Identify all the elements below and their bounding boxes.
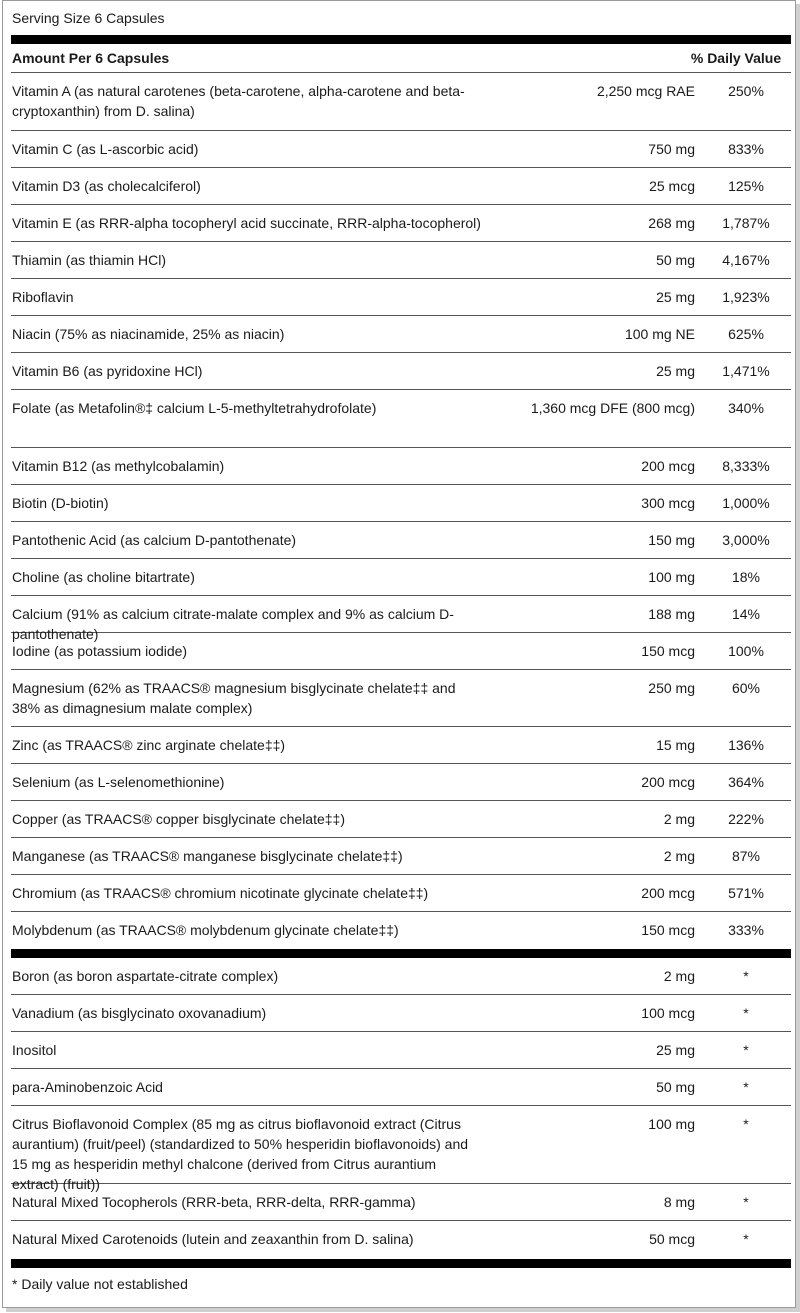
nutrient-daily-value: 340% <box>728 400 764 416</box>
nutrient-daily-value: 1,471% <box>722 363 770 379</box>
nutrient-daily-value: * <box>743 968 749 984</box>
table-row <box>11 168 791 205</box>
nutrient-name: Vitamin E (as RRR-alpha tocopheryl acid succinate, RRR-alpha-tocopherol) <box>12 215 481 231</box>
nutrient-amount: 268 mg <box>648 215 695 231</box>
nutrient-daily-value: 1,787% <box>722 215 770 231</box>
nutrient-name: Niacin (75% as niacinamide, 25% as niacin) <box>12 326 285 342</box>
nutrient-amount: 25 mg <box>656 1042 695 1058</box>
nutrient-name: Vitamin B12 (as methylcobalamin) <box>12 458 225 474</box>
table-row <box>11 73 791 131</box>
nutrient-name: Copper (as TRAACS® copper bisglycinate chelate‡‡) <box>12 811 345 827</box>
table-row <box>11 995 791 1032</box>
nutrient-amount: 200 mcg <box>641 885 695 901</box>
nutrient-amount: 50 mg <box>656 1079 695 1095</box>
footnote: * Daily value not established <box>12 1276 188 1292</box>
table-row <box>11 875 791 912</box>
table-row <box>11 390 791 448</box>
nutrient-daily-value: * <box>743 1116 749 1132</box>
table-row <box>11 1106 791 1192</box>
nutrient-name: Natural Mixed Carotenoids (lutein and zeaxanthin from D. salina) <box>12 1231 414 1247</box>
nutrient-name: Vanadium (as bisglycinato oxovanadium) <box>12 1005 267 1021</box>
nutrient-name: para-Aminobenzoic Acid <box>12 1079 163 1095</box>
nutrient-daily-value: * <box>743 1079 749 1095</box>
nutrient-daily-value: 222% <box>728 811 764 827</box>
nutrient-daily-value: 3,000% <box>722 532 770 548</box>
nutrient-name: Selenium (as L-selenomethionine) <box>12 774 225 790</box>
nutrient-group-vitamins-minerals <box>11 73 791 949</box>
nutrient-daily-value: 1,000% <box>722 495 770 511</box>
thick-divider <box>11 35 791 44</box>
nutrient-name: Biotin (D-biotin) <box>12 495 109 511</box>
thick-divider <box>11 1259 791 1268</box>
nutrient-amount: 2,250 mcg RAE <box>596 83 695 99</box>
nutrient-amount: 2 mg <box>663 848 695 864</box>
nutrient-name: Citrus Bioflavonoid Complex (85 mg as citrus bioflavonoid extract (Citrus aurantium) (fruit/peel) (standardized to 50% hesperidin bioflavonoids) and 15 mg as hesperidin methyl chalcone (derived from Citrus aurantium extract) (fruit)) <box>12 1116 469 1192</box>
nutrient-amount: 200 mcg <box>641 458 695 474</box>
nutrient-name: Manganese (as TRAACS® manganese bisglycinate chelate‡‡) <box>12 848 403 864</box>
table-row <box>11 1069 791 1106</box>
table-row <box>11 670 791 727</box>
nutrient-amount: 100 mcg <box>641 1005 695 1021</box>
thick-divider <box>11 949 791 958</box>
nutrient-daily-value: 833% <box>728 141 764 157</box>
nutrient-amount: 15 mg <box>656 737 695 753</box>
facts-table <box>11 1 791 1294</box>
nutrient-daily-value: 8,333% <box>722 458 770 474</box>
table-row <box>11 448 791 485</box>
nutrient-amount: 50 mcg <box>649 1231 695 1247</box>
table-row <box>11 559 791 596</box>
nutrient-name: Inositol <box>12 1042 57 1058</box>
nutrient-name: Vitamin C (as L-ascorbic acid) <box>12 141 199 157</box>
nutrient-amount: 150 mcg <box>641 922 695 938</box>
table-row <box>11 242 791 279</box>
table-row <box>11 522 791 559</box>
nutrient-amount: 2 mg <box>663 968 695 984</box>
table-row <box>11 764 791 801</box>
nutrient-name: Natural Mixed Tocopherols (RRR-beta, RRR-delta, RRR-gamma) <box>12 1194 416 1210</box>
nutrient-daily-value: 625% <box>728 326 764 342</box>
table-row <box>11 279 791 316</box>
nutrient-name: Molybdenum (as TRAACS® molybdenum glycinate chelate‡‡) <box>12 922 399 938</box>
nutrient-amount: 8 mg <box>663 1194 695 1210</box>
nutrient-amount: 150 mcg <box>641 643 695 659</box>
nutrient-amount: 750 mg <box>648 141 695 157</box>
table-row <box>11 205 791 242</box>
nutrient-amount: 150 mg <box>648 532 695 548</box>
nutrient-amount: 25 mg <box>656 289 695 305</box>
table-row <box>11 131 791 168</box>
nutrient-daily-value: 1,923% <box>722 289 770 305</box>
nutrient-name: Vitamin B6 (as pyridoxine HCl) <box>12 363 203 379</box>
nutrient-amount: 100 mg <box>648 1116 695 1132</box>
serving-size: Serving Size 6 Capsules <box>12 10 165 26</box>
nutrient-daily-value: 60% <box>731 680 761 696</box>
nutrient-daily-value: 100% <box>728 643 764 659</box>
table-row <box>11 316 791 353</box>
nutrient-daily-value: 250% <box>728 83 764 99</box>
nutrient-daily-value: * <box>743 1194 749 1210</box>
nutrient-name: Magnesium (62% as TRAACS® magnesium bisglycinate chelate‡‡ and 38% as dimagnesium malate complex) <box>12 680 456 716</box>
table-row <box>11 1032 791 1069</box>
nutrient-daily-value: 14% <box>731 606 761 622</box>
nutrient-amount: 2 mg <box>663 811 695 827</box>
table-header <box>11 44 791 73</box>
nutrient-name: Pantothenic Acid (as calcium D-pantothenate) <box>12 532 297 548</box>
nutrient-amount: 25 mcg <box>649 178 695 194</box>
amount-per-header: Amount Per 6 Capsules <box>12 50 170 66</box>
table-row <box>11 958 791 995</box>
nutrient-name: Zinc (as TRAACS® zinc arginate chelate‡‡) <box>12 737 286 753</box>
nutrient-name: Vitamin A (as natural carotenes (beta-carotene, alpha-carotene and beta-cryptoxanthin) from D. salina) <box>12 83 465 119</box>
nutrient-name: Folate (as Metafolin®‡ calcium L-5-methyltetrahydrofolate) <box>12 400 377 416</box>
nutrient-name: Boron (as boron aspartate-citrate complex) <box>12 968 279 984</box>
nutrient-name: Calcium (91% as calcium citrate-malate complex and 9% as calcium D-pantothenate) <box>12 606 454 642</box>
nutrient-group-other <box>11 958 791 1259</box>
table-row <box>11 485 791 522</box>
nutrient-daily-value: * <box>743 1042 749 1058</box>
table-row <box>11 596 791 642</box>
nutrient-name: Vitamin D3 (as cholecalciferol) <box>12 178 201 194</box>
nutrient-amount: 1,360 mcg DFE (800 mcg) <box>530 400 695 416</box>
nutrient-amount: 300 mcg <box>641 495 695 511</box>
table-row <box>11 353 791 390</box>
table-row <box>11 1221 791 1259</box>
nutrient-daily-value: * <box>743 1005 749 1021</box>
nutrient-amount: 100 mg <box>648 569 695 585</box>
nutrient-amount: 250 mg <box>648 680 695 696</box>
nutrient-amount: 200 mcg <box>641 774 695 790</box>
table-row <box>11 801 791 838</box>
nutrient-amount: 25 mg <box>656 363 695 379</box>
nutrient-name: Thiamin (as thiamin HCl) <box>12 252 167 268</box>
nutrient-name: Chromium (as TRAACS® chromium nicotinate glycinate chelate‡‡) <box>12 885 429 901</box>
table-row <box>11 838 791 875</box>
table-row <box>11 912 791 949</box>
nutrient-amount: 100 mg NE <box>624 326 695 342</box>
nutrient-daily-value: 125% <box>728 178 764 194</box>
nutrient-name: Riboflavin <box>12 289 74 305</box>
daily-value-header: % Daily Value <box>690 50 782 66</box>
supplement-facts-panel <box>2 0 796 1308</box>
nutrient-daily-value: 18% <box>731 569 761 585</box>
nutrient-daily-value: 571% <box>728 885 764 901</box>
nutrient-daily-value: 87% <box>731 848 761 864</box>
nutrient-amount: 50 mg <box>656 252 695 268</box>
nutrient-amount: 188 mg <box>648 606 695 622</box>
table-row <box>11 727 791 764</box>
nutrient-daily-value: 364% <box>728 774 764 790</box>
nutrient-daily-value: 333% <box>728 922 764 938</box>
nutrient-name: Choline (as choline bitartrate) <box>12 569 195 585</box>
nutrient-daily-value: * <box>743 1231 749 1247</box>
nutrient-daily-value: 4,167% <box>722 252 770 268</box>
nutrient-name: Iodine (as potassium iodide) <box>12 643 188 659</box>
nutrient-daily-value: 136% <box>728 737 764 753</box>
